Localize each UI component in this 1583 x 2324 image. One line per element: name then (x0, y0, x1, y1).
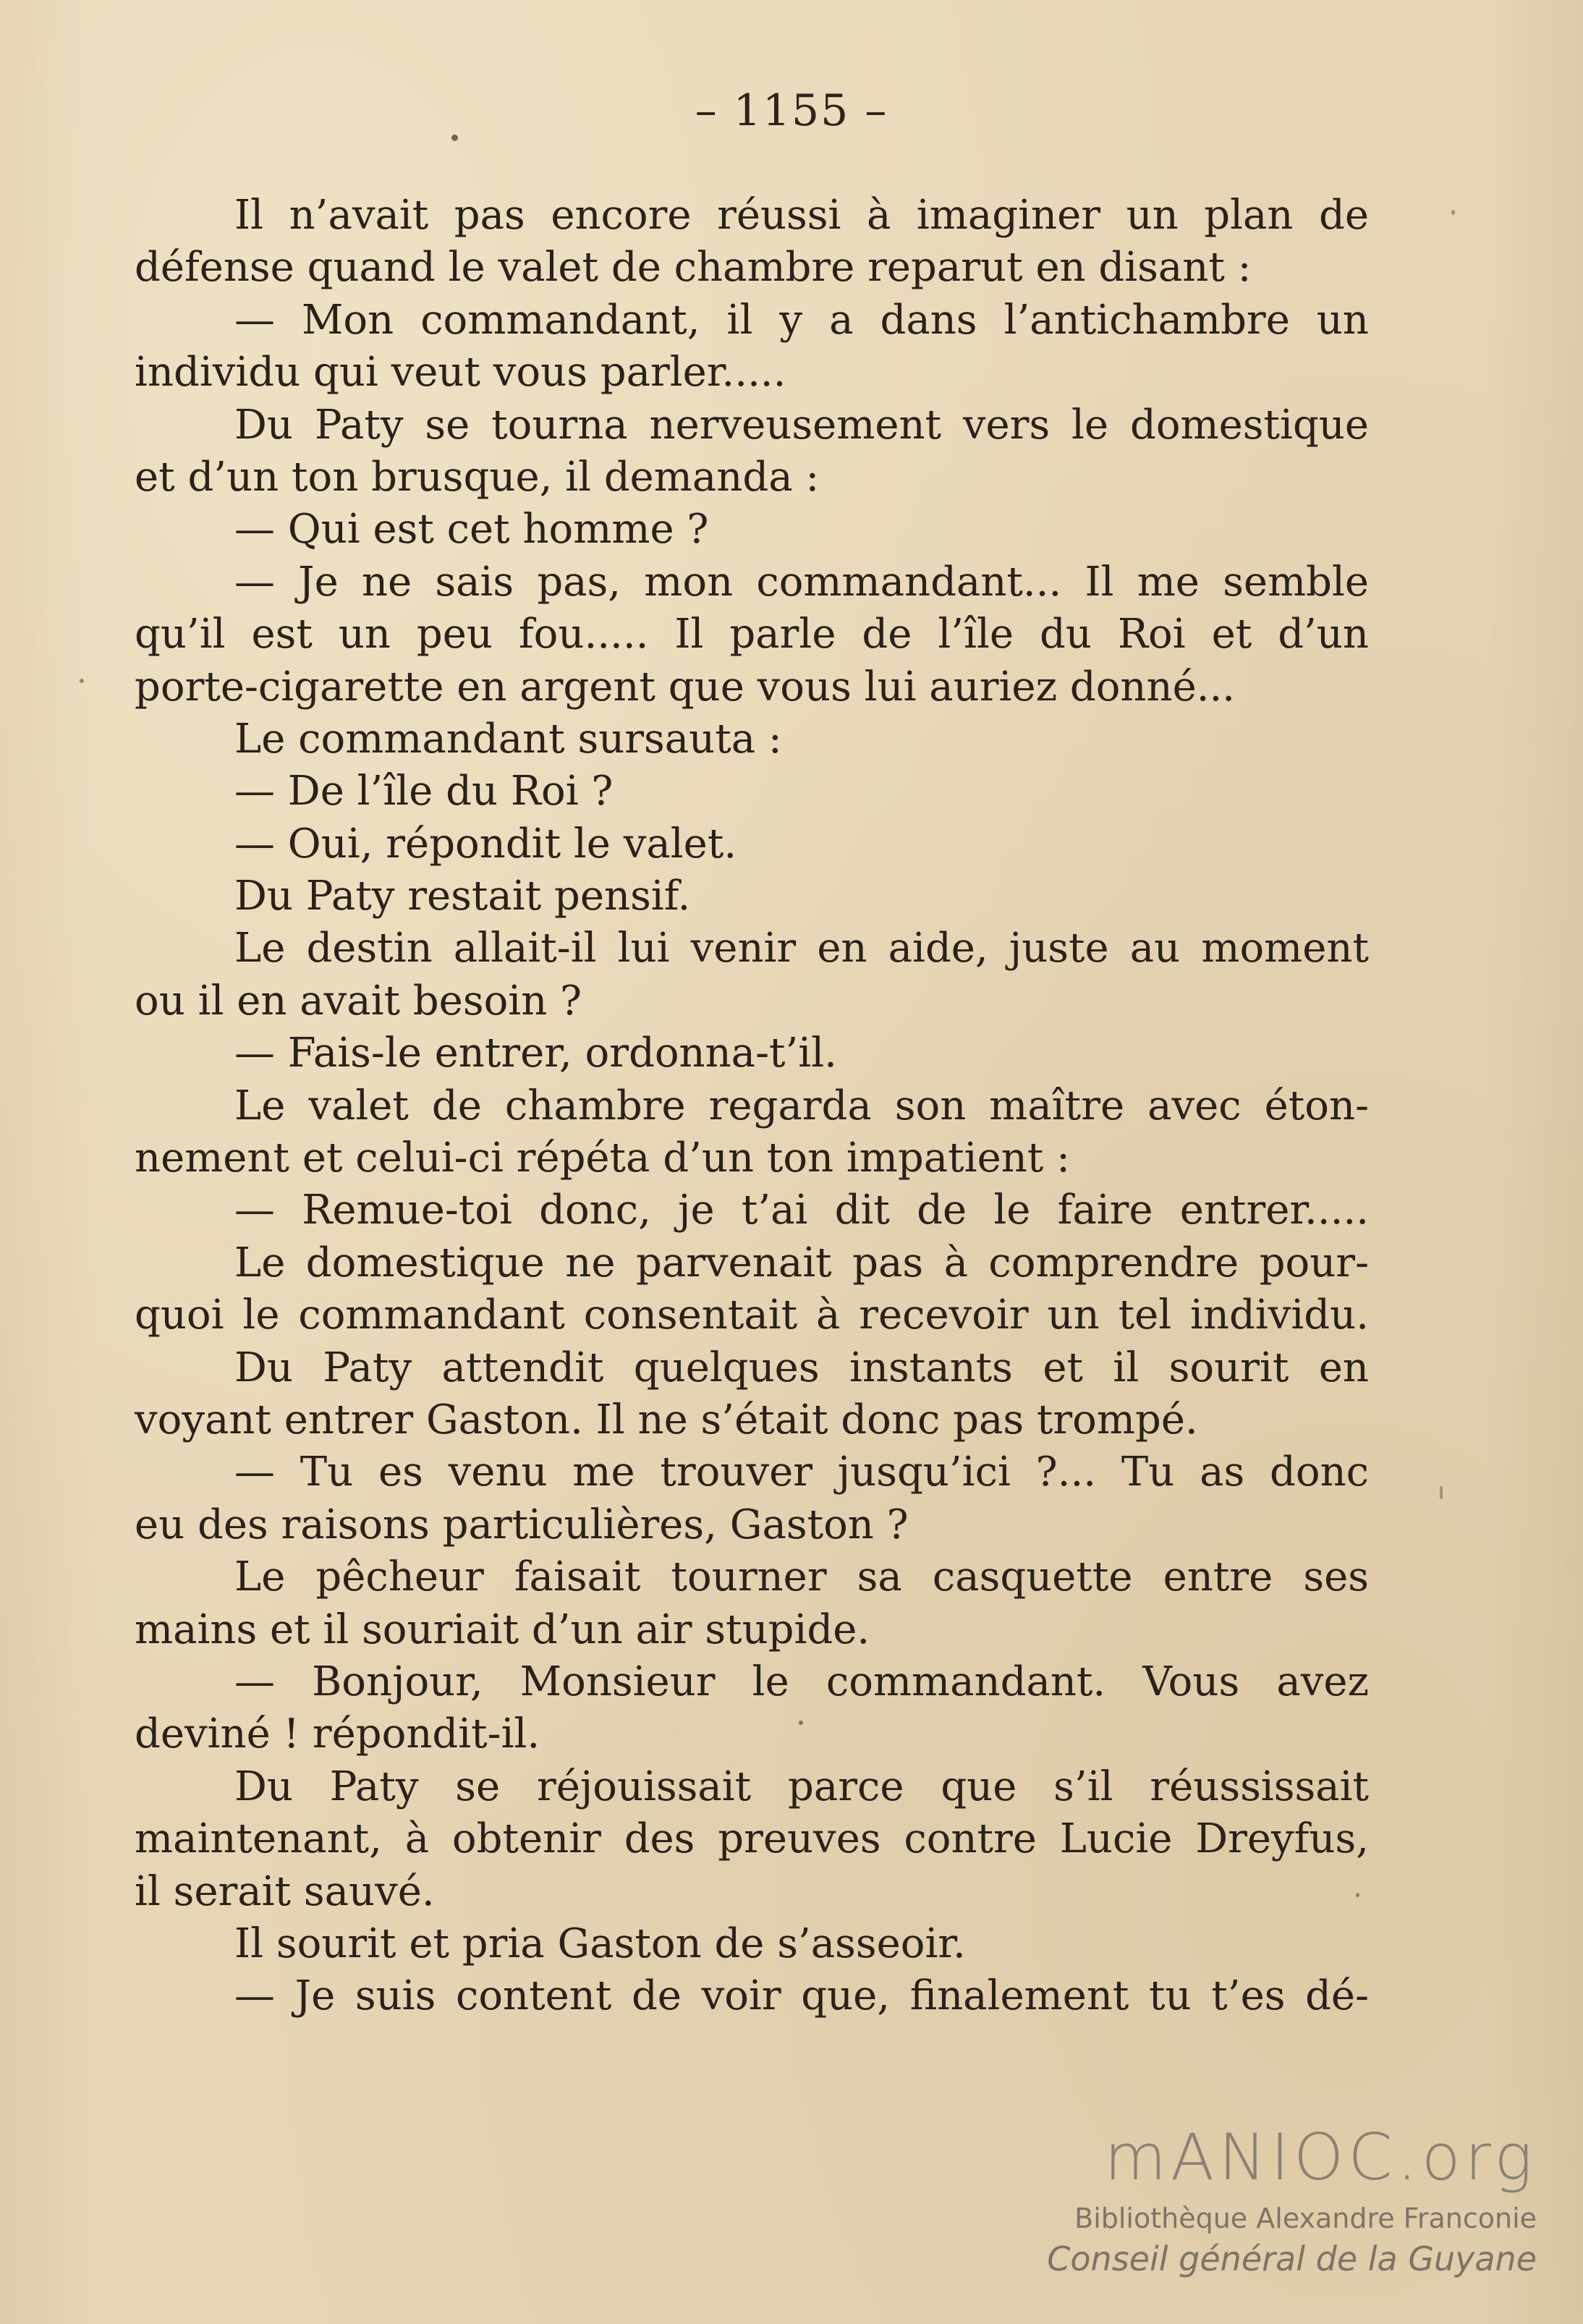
text-line: — Fais-le entrer, ordonna-t’il. (234, 1030, 837, 1077)
paper-speck (80, 679, 84, 683)
text-line: quoi le commandant consentait à recevoir un tel individu. (135, 1292, 1369, 1339)
text-line: il serait sauvé. (135, 1867, 435, 1915)
text-line: — De l’île du Roi ? (234, 768, 614, 815)
text-line: Le pêcheur faisait tourner sa casquette entre ses (234, 1553, 1369, 1601)
page-number: – 1155 – (695, 85, 888, 136)
text-line: nement et celui-ci répéta d’un ton impatient : (135, 1135, 1070, 1182)
watermark (1030, 2120, 1537, 2281)
text-line: et d’un ton brusque, il demanda : (135, 453, 820, 501)
paper-speck (451, 135, 458, 141)
paper-speck (1451, 210, 1455, 215)
text-line: Le commandant sursauta : (234, 715, 782, 763)
watermark-library: Bibliothèque Alexandre Franconie (1074, 2202, 1537, 2234)
paper-speck (1356, 1893, 1359, 1897)
text-line: — Je ne sais pas, mon commandant... Il me semble (234, 558, 1369, 606)
text-line: voyant entrer Gaston. Il ne s’était donc pas trompé. (135, 1396, 1198, 1443)
text-line: — Tu es venu me trouver jusqu’ici ?... Tu as donc (234, 1449, 1369, 1496)
text-line: Il sourit et pria Gaston de s’asseoir. (234, 1920, 966, 1967)
text-line: mains et il souriait d’un air stupide. (135, 1606, 870, 1653)
text-line: eu des raisons particulières, Gaston ? (135, 1501, 909, 1548)
text-line: Il n’avait pas encore réussi à imaginer un plan de (234, 192, 1369, 239)
text-line: Du Paty restait pensif. (234, 873, 691, 920)
text-line: Le destin allait-il lui venir en aide, juste au moment (234, 925, 1369, 972)
text-line: — Bonjour, Monsieur le commandant. Vous avez (234, 1658, 1369, 1705)
text-line: — Oui, répondit le valet. (234, 820, 737, 868)
text-line: porte-cigarette en argent que vous lui auriez donné... (135, 663, 1236, 711)
text-line: Le valet de chambre regarda son maître avec éton- (234, 1082, 1369, 1129)
paper-speck (1440, 1486, 1443, 1499)
text-line: Du Paty se tourna nerveusement vers le domestique (234, 401, 1369, 449)
text-line: Du Paty se réjouissait parce que s’il réussissait (234, 1763, 1369, 1810)
text-line: — Qui est cet homme ? (234, 506, 709, 554)
paper-speck (799, 1721, 803, 1725)
text-line: ou il en avait besoin ? (135, 977, 582, 1025)
text-line: maintenant, à obtenir des preuves contre Lucie Dreyfus, (135, 1815, 1369, 1863)
text-line: Du Paty attendit quelques instants et il sourit en (234, 1344, 1369, 1391)
manioc-logo: mANIOC.org (1104, 2120, 1537, 2194)
text-line: Le domestique ne parvenait pas à comprendre pour- (234, 1239, 1369, 1286)
text-line: — Remue-toi donc, je t’ai dit de le faire entrer..... (234, 1187, 1369, 1234)
text-line: qu’il est un peu fou..... Il parle de l’île du Roi et d’un (135, 611, 1369, 658)
watermark-council: Conseil général de la Guyane (1047, 2239, 1537, 2278)
text-line: individu qui veut vous parler..... (135, 349, 786, 396)
body-text (135, 190, 1369, 2023)
text-line: deviné ! répondit-il. (135, 1710, 540, 1758)
text-line: — Je suis content de voir que, finalement tu t’es dé- (234, 1972, 1369, 2020)
text-line: — Mon commandant, il y a dans l’antichambre un (234, 296, 1369, 344)
text-line: défense quand le valet de chambre reparut en disant : (135, 244, 1252, 292)
